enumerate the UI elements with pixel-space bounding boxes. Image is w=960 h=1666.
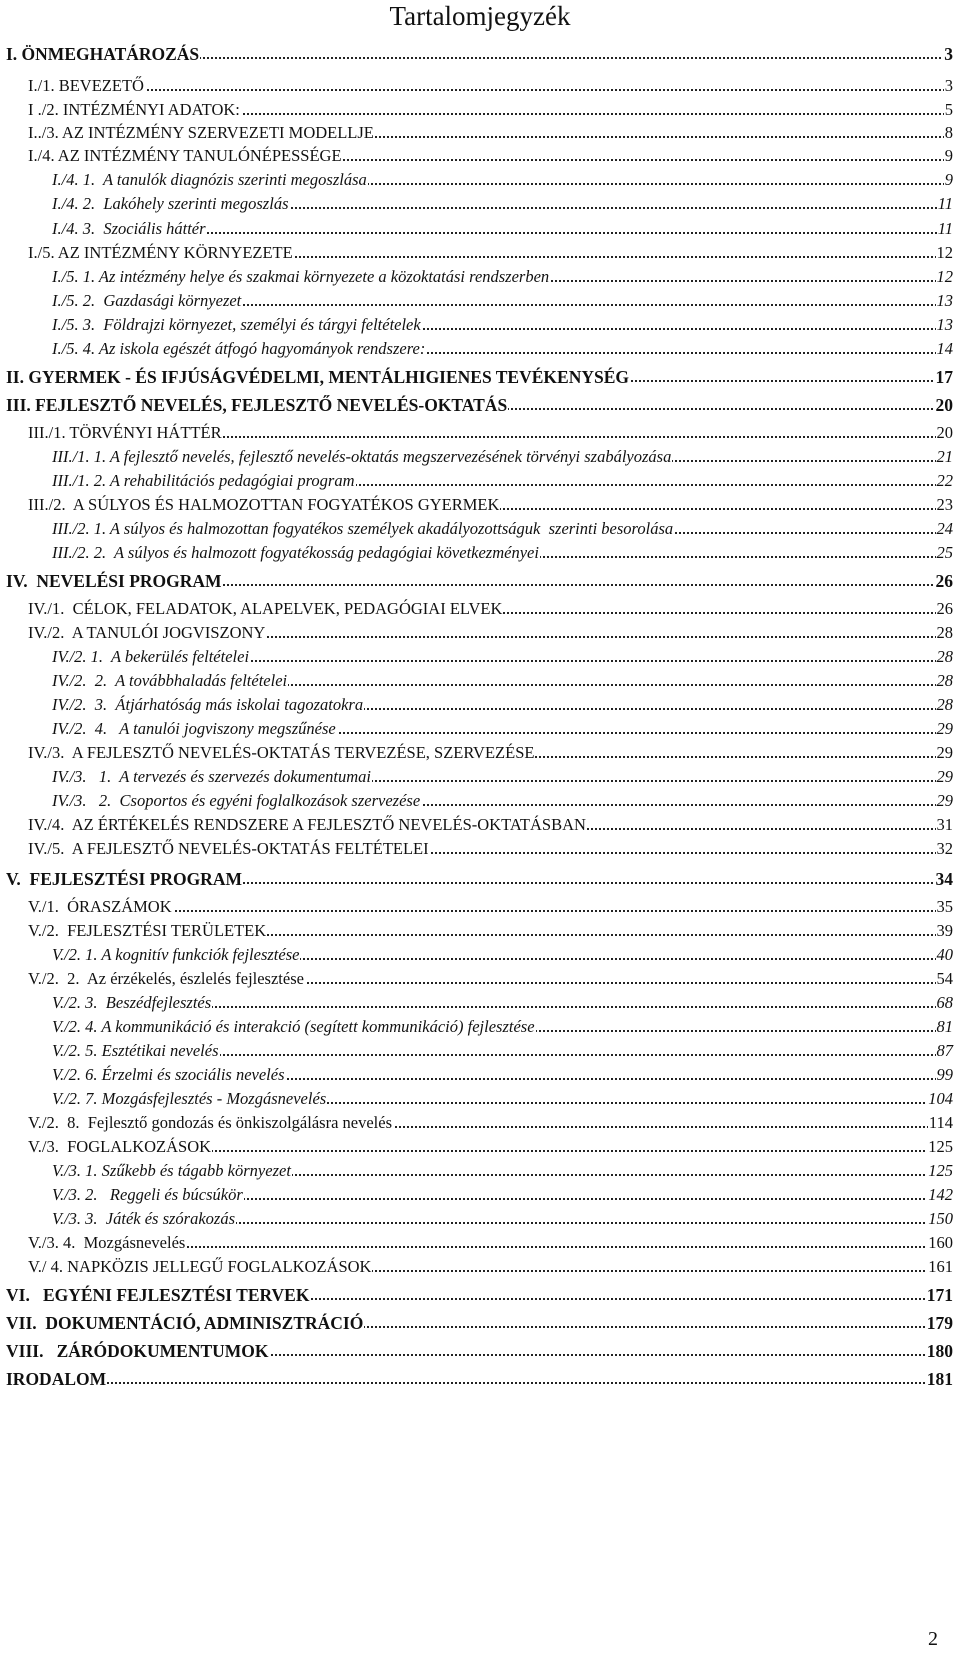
- toc-entry-label: IV./3. 2. Csoportos és egyéni foglalkozások szervezése: [52, 791, 421, 810]
- toc-entry[interactable]: [0, 968, 960, 992]
- toc-entry-label: III. FEJLESZTŐ NEVELÉS, FEJLESZTŐ NEVELÉS-OKTATÁS: [6, 395, 508, 415]
- toc-entry[interactable]: [0, 868, 960, 892]
- toc-entry-label: I./5. AZ INTÉZMÉNY KÖRNYEZETE: [28, 243, 293, 262]
- toc-entry-page: 28: [936, 623, 953, 642]
- toc-entry-label: I ./2. INTÉZMÉNYI ADATOK:: [28, 100, 240, 119]
- toc-entry-label: IV./3. 1. A tervezés és szervezés dokumentumai: [52, 767, 371, 786]
- toc-entry-page: 125: [928, 1161, 953, 1180]
- toc-entry[interactable]: [0, 646, 960, 670]
- toc-entry-label: I./5. 4. Az iskola egészét átfogó hagyományok rendszere:: [52, 339, 426, 358]
- toc-entry-label: V./2. 8. Fejlesztő gondozás és önkiszolgálásra nevelés: [28, 1113, 392, 1132]
- toc-entry-page: 29: [936, 767, 953, 786]
- toc-entry[interactable]: [0, 742, 960, 766]
- toc-entry-label: VIII. ZÁRÓDOKUMENTUMOK: [6, 1341, 269, 1361]
- toc-entry-label: I./5. 3. Földrajzi környezet, személyi és tárgyi feltételek: [52, 315, 421, 334]
- toc-entry-page: 114: [928, 1113, 953, 1132]
- toc-entry-page: 29: [936, 791, 953, 810]
- toc-entry-page: 3: [944, 76, 953, 95]
- toc-entry-label: V./3. 1. Szűkebb és tágabb környezet: [52, 1161, 291, 1180]
- toc-entry-page: 32: [936, 839, 953, 858]
- toc-entry-label: V./2. 1. A kognitív funkciók fejlesztése: [52, 945, 300, 964]
- toc-entry-label: IV./4. AZ ÉRTÉKELÉS RENDSZERE A FEJLESZTŐ NEVELÉS-OKTATÁSBAN: [28, 815, 586, 834]
- toc-entry[interactable]: [0, 145, 960, 169]
- toc-entry[interactable]: [0, 944, 960, 968]
- toc-entry[interactable]: [0, 75, 960, 99]
- toc-entry[interactable]: [0, 1284, 960, 1308]
- toc-entry-page: 181: [926, 1369, 953, 1389]
- toc-entry-label: IV./2. 3. Átjárhatóság más iskolai tagozatokra: [52, 695, 364, 714]
- toc-entry-page: 14: [936, 339, 953, 358]
- toc-entry-page: 13: [936, 315, 953, 334]
- toc-entry-page: 12: [936, 243, 953, 262]
- toc-entry[interactable]: [0, 338, 960, 362]
- toc-entry[interactable]: [0, 290, 960, 314]
- toc-entry-label: I./4. 1. A tanulók diagnózis szerinti megoszlása: [52, 170, 367, 189]
- toc-entry[interactable]: [0, 218, 960, 242]
- toc-entry-page: 23: [936, 495, 953, 514]
- toc-entry[interactable]: [0, 598, 960, 622]
- toc-entry-page: 179: [926, 1313, 953, 1333]
- toc-entry-page: 104: [928, 1089, 953, 1108]
- toc-entry-label: III./2. 1. A súlyos és halmozottan fogyatékos személyek akadályozottságuk szerinti besorolása: [52, 519, 674, 538]
- toc-entry[interactable]: [0, 99, 960, 123]
- toc-entry-page: 142: [928, 1185, 953, 1204]
- toc-entry[interactable]: [0, 896, 960, 920]
- toc-entry-page: 13: [936, 291, 953, 310]
- toc-entry-label: IV./1. CÉLOK, FELADATOK, ALAPELVEK, PEDAGÓGIAI ELVEK: [28, 599, 503, 618]
- toc-entry[interactable]: [0, 622, 960, 646]
- toc-entry[interactable]: [0, 1312, 960, 1336]
- toc-entry-page: 81: [936, 1017, 953, 1036]
- toc-entry-label: III./1. 1. A fejlesztő nevelés, fejlesztő nevelés-oktatás megszervezésének törvényi szabályozása: [52, 447, 672, 466]
- toc-entry[interactable]: [0, 1208, 960, 1232]
- toc-entry[interactable]: [0, 1040, 960, 1064]
- toc-entry-page: 9: [944, 146, 953, 165]
- toc-entry[interactable]: [0, 470, 960, 494]
- toc-entry[interactable]: [0, 766, 960, 790]
- toc-entry-label: I. ÖNMEGHATÁROZÁS: [6, 44, 200, 64]
- toc-entry-page: 3: [944, 44, 953, 64]
- toc-entry[interactable]: [0, 394, 960, 418]
- toc-entry-page: 11: [937, 194, 953, 213]
- toc-entry[interactable]: [0, 1064, 960, 1088]
- toc-entry[interactable]: [0, 694, 960, 718]
- toc-entry-page: 180: [926, 1341, 953, 1361]
- toc-entry[interactable]: [0, 670, 960, 694]
- toc-entry-label: II. GYERMEK - ÉS IFJÚSÁGVÉDELMI, MENTÁLHIGIENES TEVÉKENYSÉG: [6, 367, 629, 387]
- toc-entry[interactable]: [0, 122, 960, 146]
- toc-entry-page: 171: [926, 1285, 953, 1305]
- toc-entry-page: 8: [944, 123, 953, 142]
- toc-entry-page: 28: [936, 695, 953, 714]
- toc-entry[interactable]: [0, 314, 960, 338]
- toc-entry-label: V./2. 2. Az érzékelés, észlelés fejlesztése: [28, 969, 304, 988]
- toc-entry-page: 9: [944, 170, 953, 189]
- toc-entry-page: 161: [928, 1257, 953, 1276]
- toc-entry[interactable]: [0, 920, 960, 944]
- toc-entry-label: I./4. 3. Szociális háttér: [52, 219, 206, 238]
- toc-entry-label: V./3. 4. Mozgásnevelés: [28, 1233, 186, 1252]
- toc-entry-label: V./2. 5. Esztétikai nevelés: [52, 1041, 219, 1060]
- toc-entry-label: I./5. 2. Gazdasági környezet: [52, 291, 242, 310]
- toc-entry-label: V./3. FOGLALKOZÁSOK: [28, 1137, 212, 1156]
- page-number: 2: [928, 1628, 938, 1650]
- toc-entry-label: IV./2. 4. A tanulói jogviszony megszűnése: [52, 719, 336, 738]
- toc-entry-label: III./2. A SÚLYOS ÉS HALMOZOTTAN FOGYATÉKOS GYERMEK: [28, 495, 500, 514]
- toc-entry[interactable]: [0, 43, 960, 67]
- toc-entry[interactable]: [0, 1136, 960, 1160]
- toc-entry-label: III./1. TÖRVÉNYI HÁTTÉR: [28, 423, 222, 442]
- toc-entry-page: 35: [936, 897, 953, 916]
- toc-entry-label: IRODALOM: [6, 1369, 107, 1389]
- toc-entry-label: IV./2. A TANULÓI JOGVISZONY: [28, 623, 266, 642]
- page-title: Tartalomjegyzék: [389, 1, 571, 31]
- toc-entry[interactable]: [0, 1368, 960, 1392]
- toc-entry[interactable]: [0, 838, 960, 862]
- toc-entry-page: 28: [936, 671, 953, 690]
- toc-entry[interactable]: [0, 446, 960, 470]
- toc-entry-page: 99: [936, 1065, 953, 1084]
- toc-entry-label: I./5. 1. Az intézmény helye és szakmai környezete a közoktatási rendszerben: [52, 267, 550, 286]
- toc-entry-page: 87: [936, 1041, 953, 1060]
- toc-entry-label: IV./2. 2. A továbbhaladás feltételei: [52, 671, 288, 690]
- toc-entry[interactable]: [0, 266, 960, 290]
- toc-entry-label: I./1. BEVEZETŐ: [28, 76, 144, 95]
- toc-entry[interactable]: [0, 366, 960, 390]
- toc-entry-page: 34: [935, 869, 953, 889]
- toc-entry-page: 20: [935, 395, 953, 415]
- leader-dots: [28, 89, 953, 91]
- toc-entry[interactable]: [0, 1016, 960, 1040]
- toc-entry-label: IV. NEVELÉSI PROGRAM: [6, 571, 222, 591]
- toc-entry-page: 54: [936, 969, 953, 988]
- toc-entry-page: 160: [928, 1233, 953, 1252]
- toc-entry-label: V./2. FEJLESZTÉSI TERÜLETEK: [28, 921, 267, 940]
- toc-entry-label: I../3. AZ INTÉZMÉNY SZERVEZETI MODELLJE: [28, 123, 374, 142]
- toc-entry-page: 28: [936, 647, 953, 666]
- toc-entry-page: 125: [928, 1137, 953, 1156]
- toc-entry[interactable]: [0, 1160, 960, 1184]
- toc-entry-label: VI. EGYÉNI FEJLESZTÉSI TERVEK: [6, 1285, 310, 1305]
- toc-entry-label: IV./2. 1. A bekerülés feltételei: [52, 647, 250, 666]
- toc-entry-page: 68: [936, 993, 953, 1012]
- toc-entry[interactable]: [0, 518, 960, 542]
- toc-entry-page: 39: [936, 921, 953, 940]
- toc-entry-label: V./2. 3. Beszédfejlesztés: [52, 993, 212, 1012]
- toc-entry-page: 26: [935, 571, 953, 591]
- leader-dots: [6, 1382, 953, 1384]
- toc-entry-label: IV./5. A FEJLESZTŐ NEVELÉS-OKTATÁS FELTÉTELEI: [28, 839, 429, 858]
- toc-entry[interactable]: [0, 422, 960, 446]
- toc-entry-label: V./3. 3. Játék és szórakozás: [52, 1209, 236, 1228]
- toc-entry[interactable]: [0, 1340, 960, 1364]
- toc-entry-page: 25: [936, 543, 953, 562]
- toc-entry-label: V./ 4. NAPKÖZIS JELLEGŰ FOGLALKOZÁSOK: [28, 1257, 372, 1276]
- toc-entry[interactable]: [0, 242, 960, 266]
- toc-entry[interactable]: [0, 542, 960, 566]
- toc-entry-page: 5: [944, 100, 953, 119]
- toc-entry[interactable]: [0, 790, 960, 814]
- toc-entry[interactable]: [0, 814, 960, 838]
- toc-entry-page: 20: [936, 423, 953, 442]
- toc-entry[interactable]: [0, 494, 960, 518]
- toc-entry-page: 40: [936, 945, 953, 964]
- toc-entry-page: 29: [936, 719, 953, 738]
- toc-entry[interactable]: [0, 570, 960, 594]
- toc-entry-label: VII. DOKUMENTÁCIÓ, ADMINISZTRÁCIÓ: [6, 1313, 364, 1333]
- toc-entry[interactable]: [0, 718, 960, 742]
- toc-entry[interactable]: [0, 1232, 960, 1256]
- toc-entry-label: V./3. 2. Reggeli és búcsúkör: [52, 1185, 243, 1204]
- toc-entry-label: V./2. 7. Mozgásfejlesztés - Mozgásnevelés: [52, 1089, 327, 1108]
- toc-entry-label: V./1. ÓRASZÁMOK: [28, 897, 172, 916]
- toc-entry-page: 150: [928, 1209, 953, 1228]
- toc-entry[interactable]: [0, 992, 960, 1016]
- toc-entry-label: V./2. 4. A kommunikáció és interakció (segített kommunikáció) fejlesztése: [52, 1017, 535, 1036]
- toc-entry[interactable]: [0, 169, 960, 193]
- toc-entry-label: III./2. 2. A súlyos és halmozott fogyatékosság pedagógiai következményei: [52, 543, 539, 562]
- toc-entry-label: I./4. 2. Lakóhely szerinti megoszlás: [52, 194, 289, 213]
- toc-entry[interactable]: [0, 1112, 960, 1136]
- toc-entry-page: 31: [936, 815, 953, 834]
- toc-entry[interactable]: [0, 1088, 960, 1112]
- toc-entry[interactable]: [0, 1256, 960, 1280]
- toc-entry-page: 24: [936, 519, 953, 538]
- toc-entry-page: 21: [936, 447, 953, 466]
- toc-entry-label: III./1. 2. A rehabilitációs pedagógiai program: [52, 471, 355, 490]
- toc-entry-page: 29: [936, 743, 953, 762]
- toc-entry-label: V./2. 6. Érzelmi és szociális nevelés: [52, 1065, 285, 1084]
- toc-entry-label: V. FEJLESZTÉSI PROGRAM: [6, 869, 242, 889]
- toc-entry-page: 12: [936, 267, 953, 286]
- toc-entry-page: 11: [937, 219, 953, 238]
- toc-entry-page: 26: [936, 599, 953, 618]
- toc-entry-label: I./4. AZ INTÉZMÉNY TANULÓNÉPESSÉGE: [28, 146, 342, 165]
- toc-entry-page: 22: [936, 471, 953, 490]
- toc-entry[interactable]: [0, 193, 960, 217]
- toc-entry[interactable]: [0, 1184, 960, 1208]
- toc-entry-page: 17: [935, 367, 953, 387]
- toc-entry-label: IV./3. A FEJLESZTŐ NEVELÉS-OKTATÁS TERVEZÉSE, SZERVEZÉSE: [28, 743, 535, 762]
